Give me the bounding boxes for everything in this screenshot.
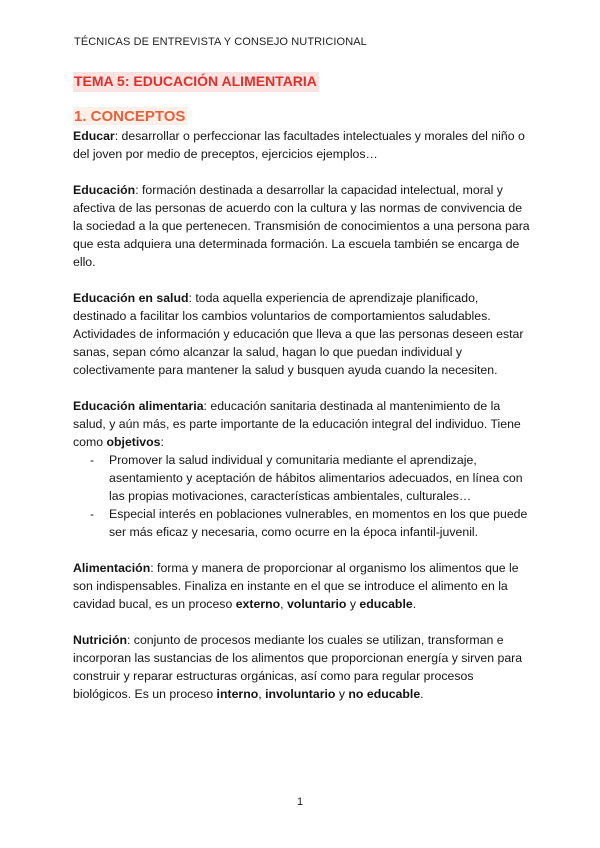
definition-educar	[73, 127, 535, 163]
keyword-voluntario: voluntario	[286, 597, 347, 611]
keyword-no-educable: no educable	[348, 687, 421, 701]
bullet-dash: -	[90, 507, 95, 521]
section-heading: 1. CONCEPTOS	[74, 108, 186, 125]
definition-educacion-alimentaria	[73, 397, 535, 451]
period: .	[420, 687, 424, 701]
keyword-interno: interno	[216, 687, 259, 701]
objective-text: Promover la salud individual y comunitaria mediante el aprendizaje, asentamiento y aceptación de hábitos alimentarios adecuados, en línea con las propias motivaciones, características ambientales, culturales…	[109, 453, 523, 503]
separator: ,	[280, 597, 287, 611]
term-educacion-salud: Educación en salud	[73, 291, 189, 305]
definition-alimentacion	[73, 559, 535, 613]
definition-educacion	[73, 181, 535, 271]
definition-nutricion	[73, 631, 535, 703]
objectives-label: objetivos	[106, 435, 161, 449]
term-alimentacion: Alimentación	[73, 561, 151, 575]
term-educacion: Educación	[73, 183, 136, 197]
term-nutricion: Nutrición	[73, 633, 127, 647]
document-body	[73, 127, 535, 721]
term-educacion-alimentaria: Educación alimentaria	[73, 399, 204, 413]
definition-text: : desarrollar o perfeccionar las facultades intelectuales y morales del niño o del joven por medio de preceptos, ejercicios ejemplos…	[73, 129, 525, 161]
separator: y	[346, 597, 360, 611]
objectives-list	[73, 451, 535, 541]
objective-text: Especial interés en poblaciones vulnerables, en momentos en los que puede ser más eficaz y necesaria, como ocurre en la época infantil-juvenil.	[109, 507, 528, 539]
definition-text: : educación sanitaria destinada al mantenimiento de la salud, y aún más, es parte importante de la educación integral del individuo. Tiene como	[73, 399, 521, 449]
keyword-externo: externo	[235, 597, 281, 611]
definition-text: : forma y manera de proporcionar al organismo los alimentos que le son indispensables. Finaliza en instante en el que se introduce el alimento en la cavidad bucal, es un proceso	[73, 561, 519, 611]
term-educar: Educar	[73, 129, 115, 143]
separator: ,	[258, 687, 266, 701]
bullet-dash: -	[90, 453, 95, 467]
definition-educacion-salud	[73, 289, 535, 379]
definition-text: : formación destinada a desarrollar la capacidad intelectual, moral y afectiva de las personas de acuerdo con la cultura y las normas de convivencia de la sociedad a la que pertenecen. Transmisión de conocimientos a una persona para que esta adquiera una determinada formación. La escuela también se encarga de ello.	[73, 183, 530, 269]
page-header: TÉCNICAS DE ENTREVISTA Y CONSEJO NUTRICIONAL	[74, 36, 367, 48]
page-number: 1	[296, 796, 304, 808]
definition-text: : toda aquella experiencia de aprendizaje planificado, destinado a facilitar los cambios voluntarios de comportamientos saludables. Actividades de información y educación que lleva a que las personas deseen estar sanas, sepan cómo alcanzar la salud, hagan lo que puedan individual y colectivamente para mantener la salud y busquen ayuda cuando la necesiten.	[73, 291, 524, 377]
page-title: TEMA 5: EDUCACIÓN ALIMENTARIA	[73, 72, 319, 92]
definition-text: : conjunto de procesos mediante los cuales se utilizan, transforman e incorporan las sustancias de los alimentos que proporcionan energía y sirven para construir y reparar estructuras orgánicas, así como para regular procesos biológicos. Es un proceso	[73, 633, 523, 701]
list-item	[73, 451, 535, 505]
list-item	[73, 505, 535, 541]
keyword-educable: educable	[359, 597, 413, 611]
keyword-involuntario: involuntario	[265, 687, 336, 701]
period: .	[412, 597, 417, 611]
separator: y	[335, 687, 349, 701]
objectives-colon: :	[160, 435, 164, 449]
